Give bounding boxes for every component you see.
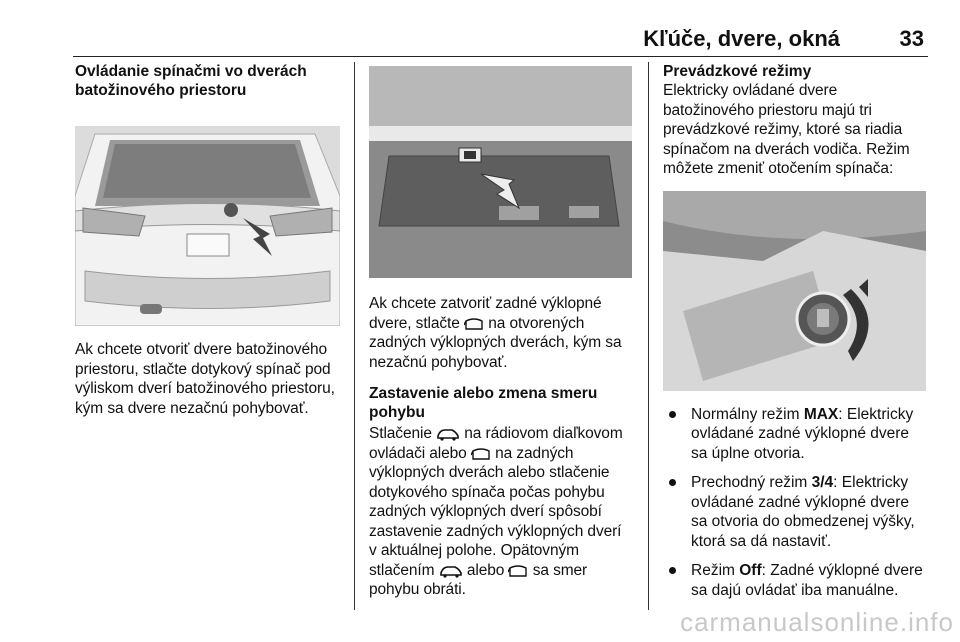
column-middle: [369, 62, 632, 600]
tailgate-button-icon: [508, 564, 528, 578]
car-key-remote-icon: [439, 564, 463, 578]
page-number: 33: [899, 26, 924, 51]
section-heading: Prevádzkové režimy: [663, 63, 812, 80]
column-divider: [648, 62, 649, 610]
tailgate-button-illustration: [369, 66, 632, 278]
list-item: Prechodný režim 3/4: Elektricky ovládané zadné výklopné dvere sa otvoria do obmedzenej výšky, ktorá sa dá nastaviť.: [663, 473, 928, 551]
tailgate-button-icon: [471, 447, 491, 461]
car-rear-illustration: [75, 126, 340, 326]
body-text: Stlačenie na rádiovom diaľkovom ovládači alebo na zadných výklopných dverách alebo stlačenie dotykového spínača počas pohybu zadných výklopných dverí spôsobí zastavenie zadných výklopných dverí v aktuálnej polohe. Opätovným stlačením alebo sa smer pohybu obráti.: [369, 425, 623, 598]
page-header: [73, 22, 928, 57]
body-text: Ak chcete zatvoriť zadné výklopné dvere, stlačte na otvorených zadných výklopných dverách, kým sa nezačnú pohybovať.: [369, 295, 622, 371]
mode-list: [663, 405, 928, 601]
list-item: Režim Off: Zadné výklopné dvere sa dajú ovládať iba manuálne.: [663, 561, 928, 600]
door-switch-illustration: [663, 191, 926, 391]
section-heading: Ovládanie spínačmi vo dverách batožinového priestoru: [75, 63, 307, 99]
column-right: [663, 62, 928, 610]
section-heading: Zastavenie alebo zmena smeru pohybu: [369, 385, 598, 421]
column-divider: [354, 62, 355, 610]
tailgate-button-icon: [464, 317, 484, 331]
column-left: [75, 62, 343, 418]
list-item: Normálny režim MAX: Elektricky ovládané zadné výklopné dvere sa úplne otvoria.: [663, 405, 928, 464]
body-text: Ak chcete otvoriť dvere batožinového priestoru, stlačte dotykový spínač pod výliskom dverí batožinového priestoru, kým sa dvere nezačnú pohybovať.: [75, 341, 335, 417]
body-text: Elektricky ovládané dvere batožinového priestoru majú tri prevádzkové režimy, ktoré sa riadia spínačom na dverách vodiča. Režim môžete zmeniť otočením spínača:: [663, 82, 910, 177]
section-title: Kľúče, dvere, okná: [643, 26, 840, 51]
watermark: carmanualsonline.info: [680, 607, 954, 637]
car-key-remote-icon: [436, 427, 460, 441]
